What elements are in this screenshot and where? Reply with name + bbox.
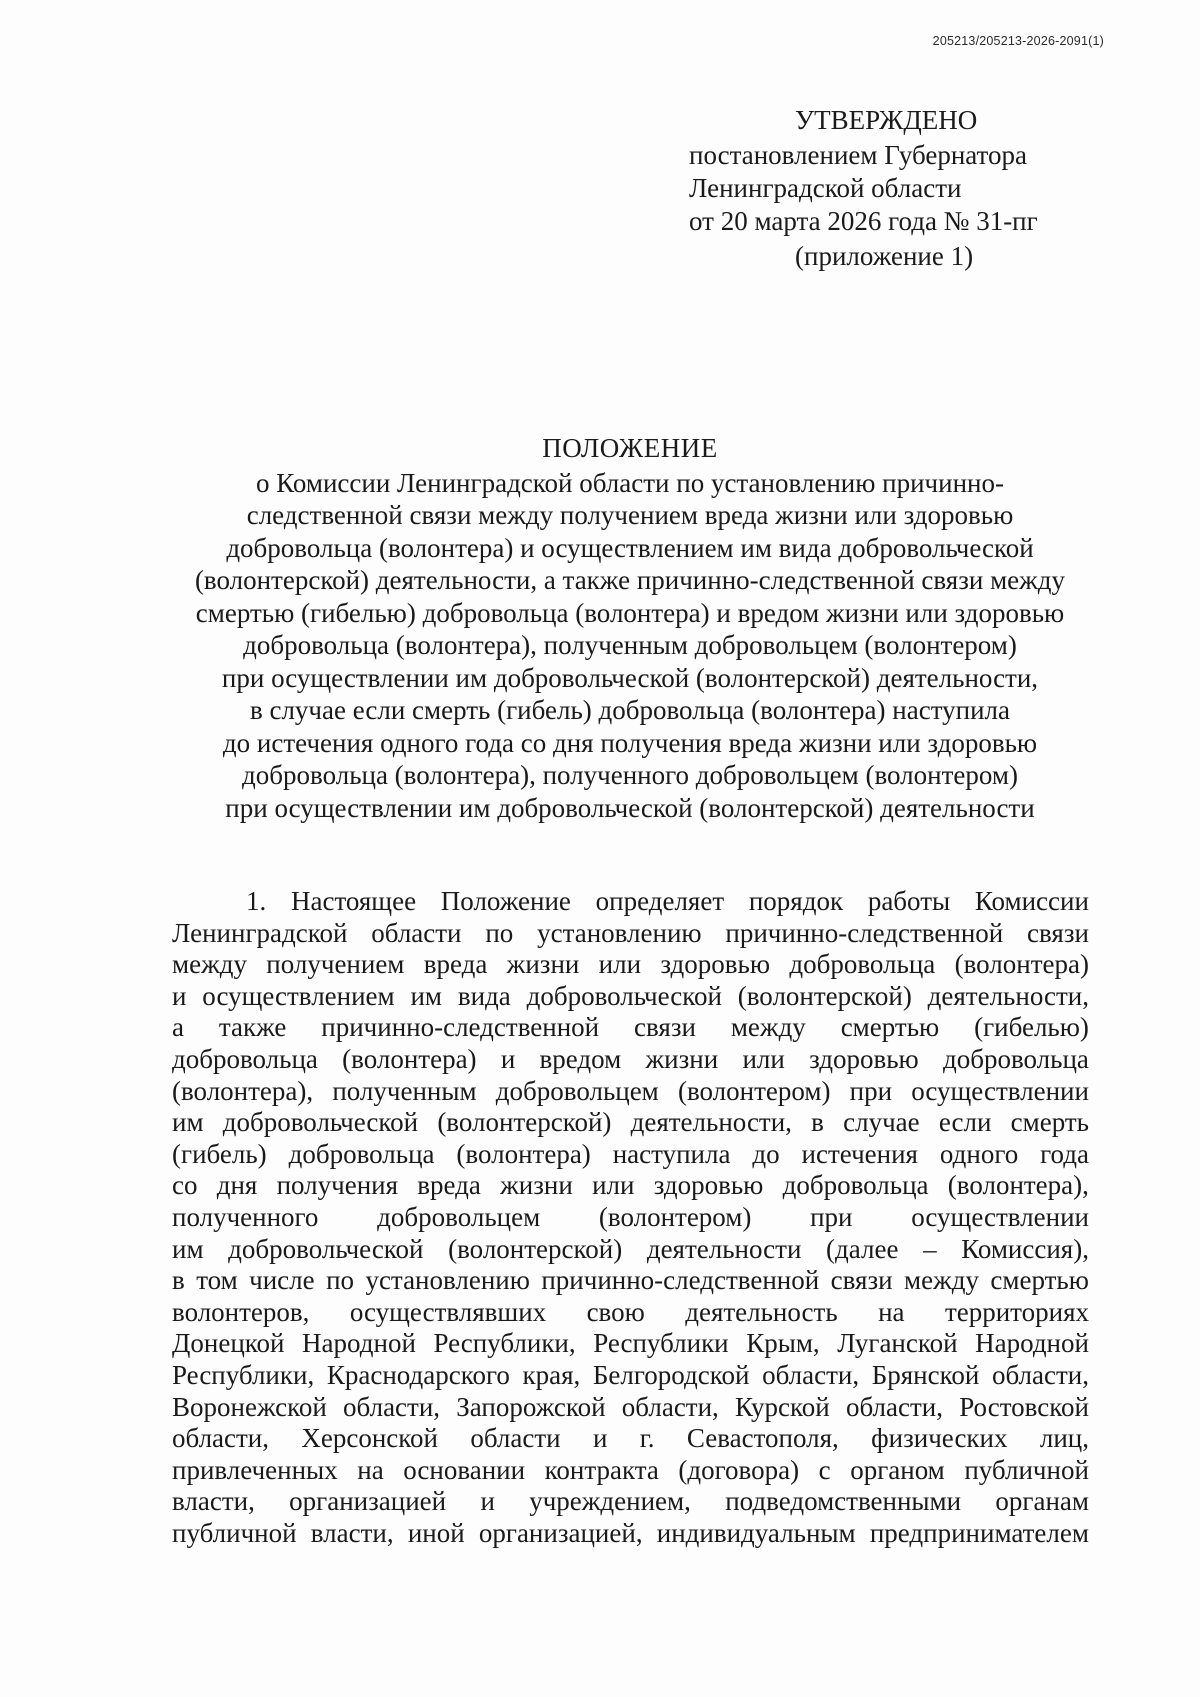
paragraph-1 — [172, 886, 1089, 1549]
paragraph-line: Воронежской области, Запорожской области, Курской области, Ростовской — [172, 1391, 1089, 1422]
paragraph-line: (гибель) добровольца (волонтера) наступила до истечения одного года — [172, 1138, 1089, 1169]
paragraph-line: между получением вреда жизни или здоровью добровольца (волонтера) — [172, 949, 1089, 980]
paragraph-line: публичной власти, иной организацией, индивидуальным предпринимателем — [172, 1517, 1089, 1548]
heading-line: смертью (гибелью) добровольца (волонтера) и вредом жизни или здоровью — [195, 597, 1065, 628]
heading-line: при осуществлении им добровольческой (волонтерской) деятельности — [225, 792, 1035, 823]
heading-line: добровольца (волонтера), полученного добровольцем (волонтером) — [242, 760, 1018, 790]
paragraph-line: им добровольческой (волонтерской) деятельности, в случае если смерть — [172, 1107, 1089, 1138]
paragraph-line: добровольца (волонтера) и вредом жизни или здоровью добровольца — [172, 1043, 1089, 1074]
approval-line-1: постановлением Губернатора — [689, 140, 1027, 170]
heading-title: ПОЛОЖЕНИЕ — [542, 433, 718, 463]
heading-line: при осуществлении им добровольческой (волонтерской) деятельности, — [221, 662, 1039, 693]
heading-line: о Комиссии Ленинградской области по установлению причинно- — [256, 467, 1004, 498]
heading-line: (волонтерской) деятельности, а также причинно-следственной связи между — [194, 565, 1066, 595]
paragraph-line: привлеченных на основании контракта (договора) с органом публичной — [172, 1454, 1089, 1485]
paragraph-line: полученного добровольцем (волонтером) при осуществлении — [172, 1201, 1089, 1232]
paragraph-line: со дня получения вреда жизни или здоровью добровольца (волонтера), — [172, 1170, 1089, 1201]
paragraph-line: волонтеров, осуществлявших свою деятельность на территориях — [172, 1296, 1089, 1327]
paragraph-line: Донецкой Народной Республики, Республики Крым, Луганской Народной — [172, 1328, 1089, 1359]
paragraph-line: Ленинградской области по установлению причинно-следственной связи — [172, 917, 1089, 948]
paragraph-line: власти, организацией и учреждением, подведомственными органам — [172, 1486, 1089, 1517]
heading-line: до истечения одного года со дня получения вреда жизни или здоровью — [222, 727, 1038, 758]
paragraph-line: 1. Настоящее Положение определяет порядок работы Комиссии — [246, 886, 1089, 916]
approval-line-3: от 20 марта 2026 года № 31-пг — [689, 206, 1038, 236]
heading-line: добровольца (волонтера), полученным добровольцем (волонтером) — [243, 630, 1017, 660]
approval-line-2: Ленинградской области — [689, 173, 962, 203]
paragraph-line: а также причинно-следственной связи между смертью (гибелью) — [172, 1012, 1089, 1043]
document-heading — [150, 432, 1110, 824]
heading-line: добровольца (волонтера) и осуществлением им вида добровольческой — [226, 532, 1034, 563]
paragraph-line: в том числе по установлению причинно-следственной связи между смертью — [172, 1265, 1089, 1296]
paragraph-line: (волонтера), полученным добровольцем (волонтером) при осуществлении — [172, 1075, 1089, 1106]
approval-appendix: (приложение 1) — [795, 241, 974, 271]
document-id: 205213/205213-2026-2091(1) — [932, 34, 1104, 48]
heading-subtitle — [150, 467, 1110, 825]
paragraph-line: им добровольческой (волонтерской) деятельности (далее – Комиссия), — [172, 1233, 1089, 1264]
paragraph-line: и осуществлением им вида добровольческой (волонтерской) деятельности, — [172, 980, 1089, 1011]
approval-stamp-block — [689, 104, 1109, 273]
approval-title: УТВЕРЖДЕНО — [795, 105, 978, 135]
heading-line: следственной связи между получением вреда жизни или здоровью — [246, 500, 1014, 530]
paragraph-line: Республики, Краснодарского края, Белгородской области, Брянской области, — [172, 1359, 1089, 1390]
paragraph-line: области, Херсонской области и г. Севастополя, физических лиц, — [172, 1423, 1089, 1454]
heading-line: в случае если смерть (гибель) добровольца (волонтера) наступила — [249, 695, 1011, 725]
